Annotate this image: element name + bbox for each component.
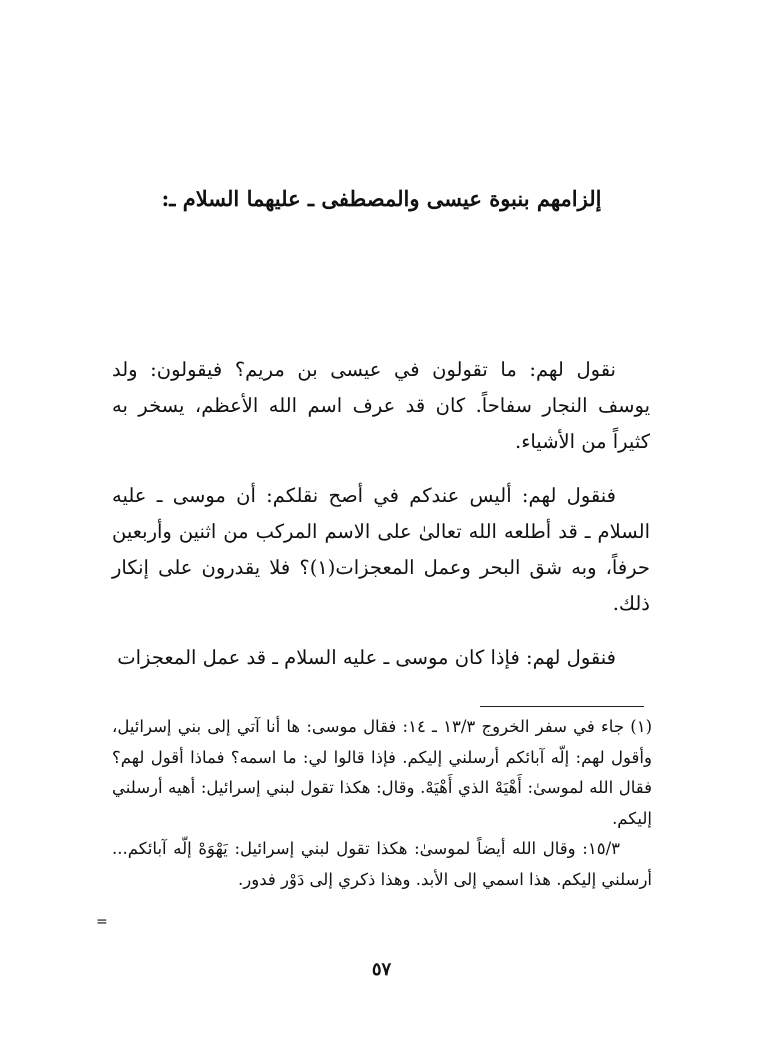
paragraph-1 bbox=[112, 352, 650, 460]
footnote-second-paragraph: ١٥/٣: وقال الله أيضاً لموسىٰ: هكذا تقول لبني إسرائيل: يَهْوَهْ إلّه آبائكم... أرسلني إليكم. هذا اسمي إلى الأبد. وهذا ذكري إلى دَوْر فدور. bbox=[112, 839, 652, 889]
section-heading: إلزامهم بنبوة عيسى والمصطفى ـ عليهما السلام ـ: bbox=[161, 186, 602, 211]
footnote bbox=[112, 712, 652, 895]
footnote-first-paragraph: (١) جاء في سفر الخروج ١٣/٣ ـ ١٤: فقال موسى: ها أنا آتي إلى بني إسرائيل، وأقول لهم: إلّه آبائكم أرسلني إليكم. فإذا قالوا لي: ما اسمه؟ فماذا أقول لهم؟ فقال الله لموسىٰ: أَهْيَهْ الذي أَهْيَهْ. وقال: هكذا تقول لبني إسرائيل: أهيه أرسلني إليكم. bbox=[112, 717, 652, 828]
paragraph-2-text: فنقول لهم: أليس عندكم في أصح نقلكم: أن موسى ـ عليه السلام ـ قد أطلعه الله تعالىٰ على الاسم المركب من اثنين وأربعين حرفاً، وبه شق البحر وعمل المعجزات(١)؟ فلا يقدرون على إنكار ذلك. bbox=[112, 484, 650, 615]
footnote-continuation-marker: = bbox=[96, 914, 108, 930]
paragraph-3 bbox=[112, 640, 650, 676]
paragraph-1-text: نقول لهم: ما تقولون في عيسى بن مريم؟ فيقولون: ولد يوسف النجار سفاحاً. كان قد عرف اسم الله الأعظم، يسخر به كثيراً من الأشياء. bbox=[112, 358, 650, 453]
paragraph-2 bbox=[112, 478, 650, 622]
page-number: ٥٧ bbox=[371, 959, 392, 980]
footnote-separator bbox=[480, 706, 644, 707]
paragraph-3-text: فنقول لهم: فإذا كان موسى ـ عليه السلام ـ قد عمل المعجزات bbox=[117, 646, 616, 669]
